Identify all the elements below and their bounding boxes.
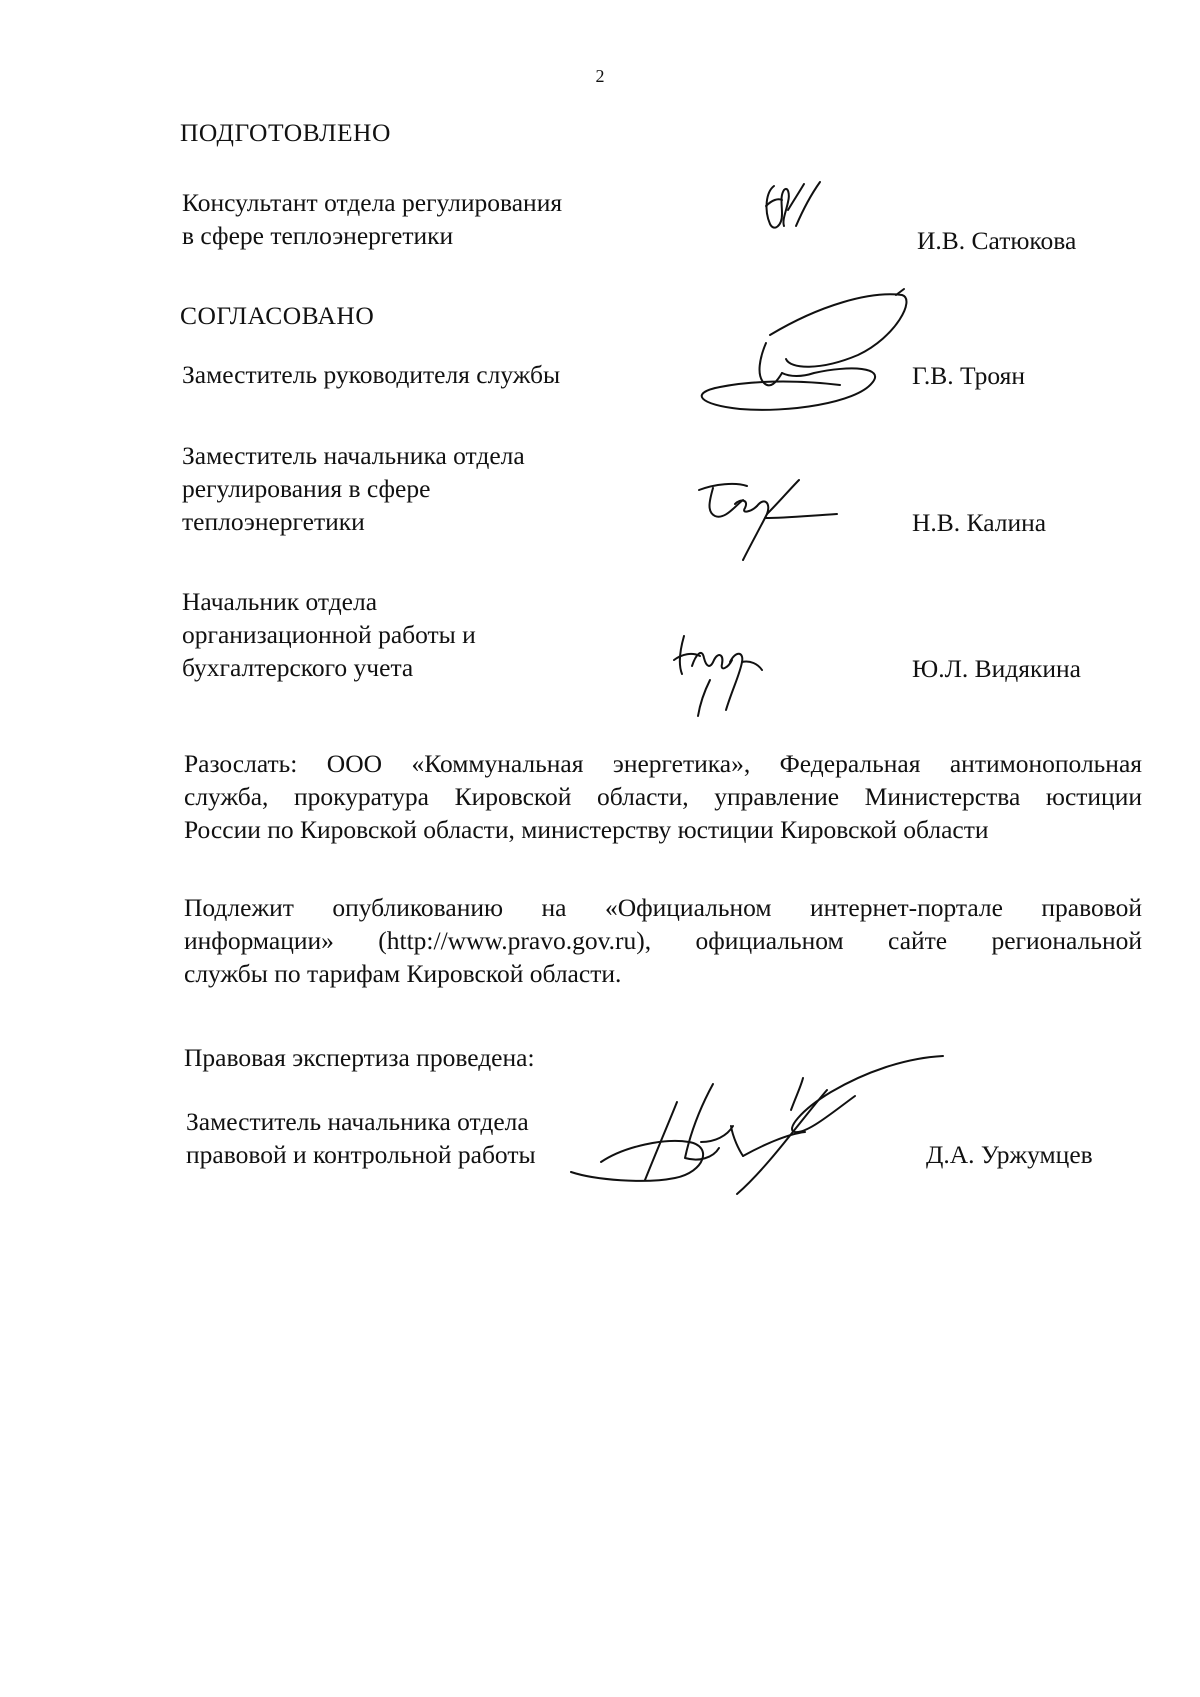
publication-line-1: Подлежит опубликованию на «Официальном интернет-портале правовой (184, 893, 1142, 922)
agreed-heading: СОГЛАСОВАНО (180, 301, 375, 330)
signer-1-position-line-1: Заместитель руководителя службы (182, 360, 561, 389)
signer-2-name: Н.В. Калина (912, 508, 1047, 537)
signer-3-name: Ю.Л. Видякина (912, 654, 1081, 683)
publication-line-2: информации» (http://www.pravo.gov.ru), официальном сайте региональной (184, 926, 1142, 955)
prepared-position-line-2: в сфере теплоэнергетики (182, 221, 454, 250)
signer-1-name: Г.В. Троян (912, 361, 1025, 390)
legal-review-signer-name: Д.А. Уржумцев (926, 1140, 1093, 1169)
page-number: 2 (595, 66, 605, 86)
prepared-position-line-1: Консультант отдела регулирования (182, 188, 563, 217)
legal-review-position-line-2: правовой и контрольной работы (186, 1140, 536, 1169)
signer-2-position-line-2: регулирования в сфере (182, 474, 431, 503)
signer-3-position-line-3: бухгалтерского учета (182, 653, 414, 682)
publication-line-3: службы по тарифам Кировской области. (184, 959, 622, 988)
prepared-signer-name: И.В. Сатюкова (917, 226, 1077, 255)
signer-3-position-line-2: организационной работы и (182, 620, 476, 649)
signature-vidyakina (670, 630, 770, 720)
legal-review-heading: Правовая экспертиза проведена: (184, 1043, 535, 1072)
publication-block (184, 891, 1142, 990)
distribution-block (184, 747, 1142, 846)
signature-urzhumtsev (565, 1050, 950, 1200)
signature-kalina (695, 478, 845, 564)
distribution-line-2: служба, прокуратура Кировской области, управление Министерства юстиции (184, 782, 1142, 811)
signer-3-position-line-1: Начальник отдела (182, 587, 378, 616)
prepared-heading: ПОДГОТОВЛЕНО (180, 118, 391, 147)
signer-2-position-line-1: Заместитель начальника отдела (182, 441, 525, 470)
distribution-line-3: России по Кировской области, министерству юстиции Кировской области (184, 815, 989, 844)
signature-troyan (690, 285, 920, 445)
signer-2-position-line-3: теплоэнергетики (182, 507, 365, 536)
legal-review-position-line-1: Заместитель начальника отдела (186, 1107, 529, 1136)
distribution-line-1: Разослать: ООО «Коммунальная энергетика», Федеральная антимонопольная (184, 749, 1142, 778)
signature-satyukova (760, 180, 830, 250)
